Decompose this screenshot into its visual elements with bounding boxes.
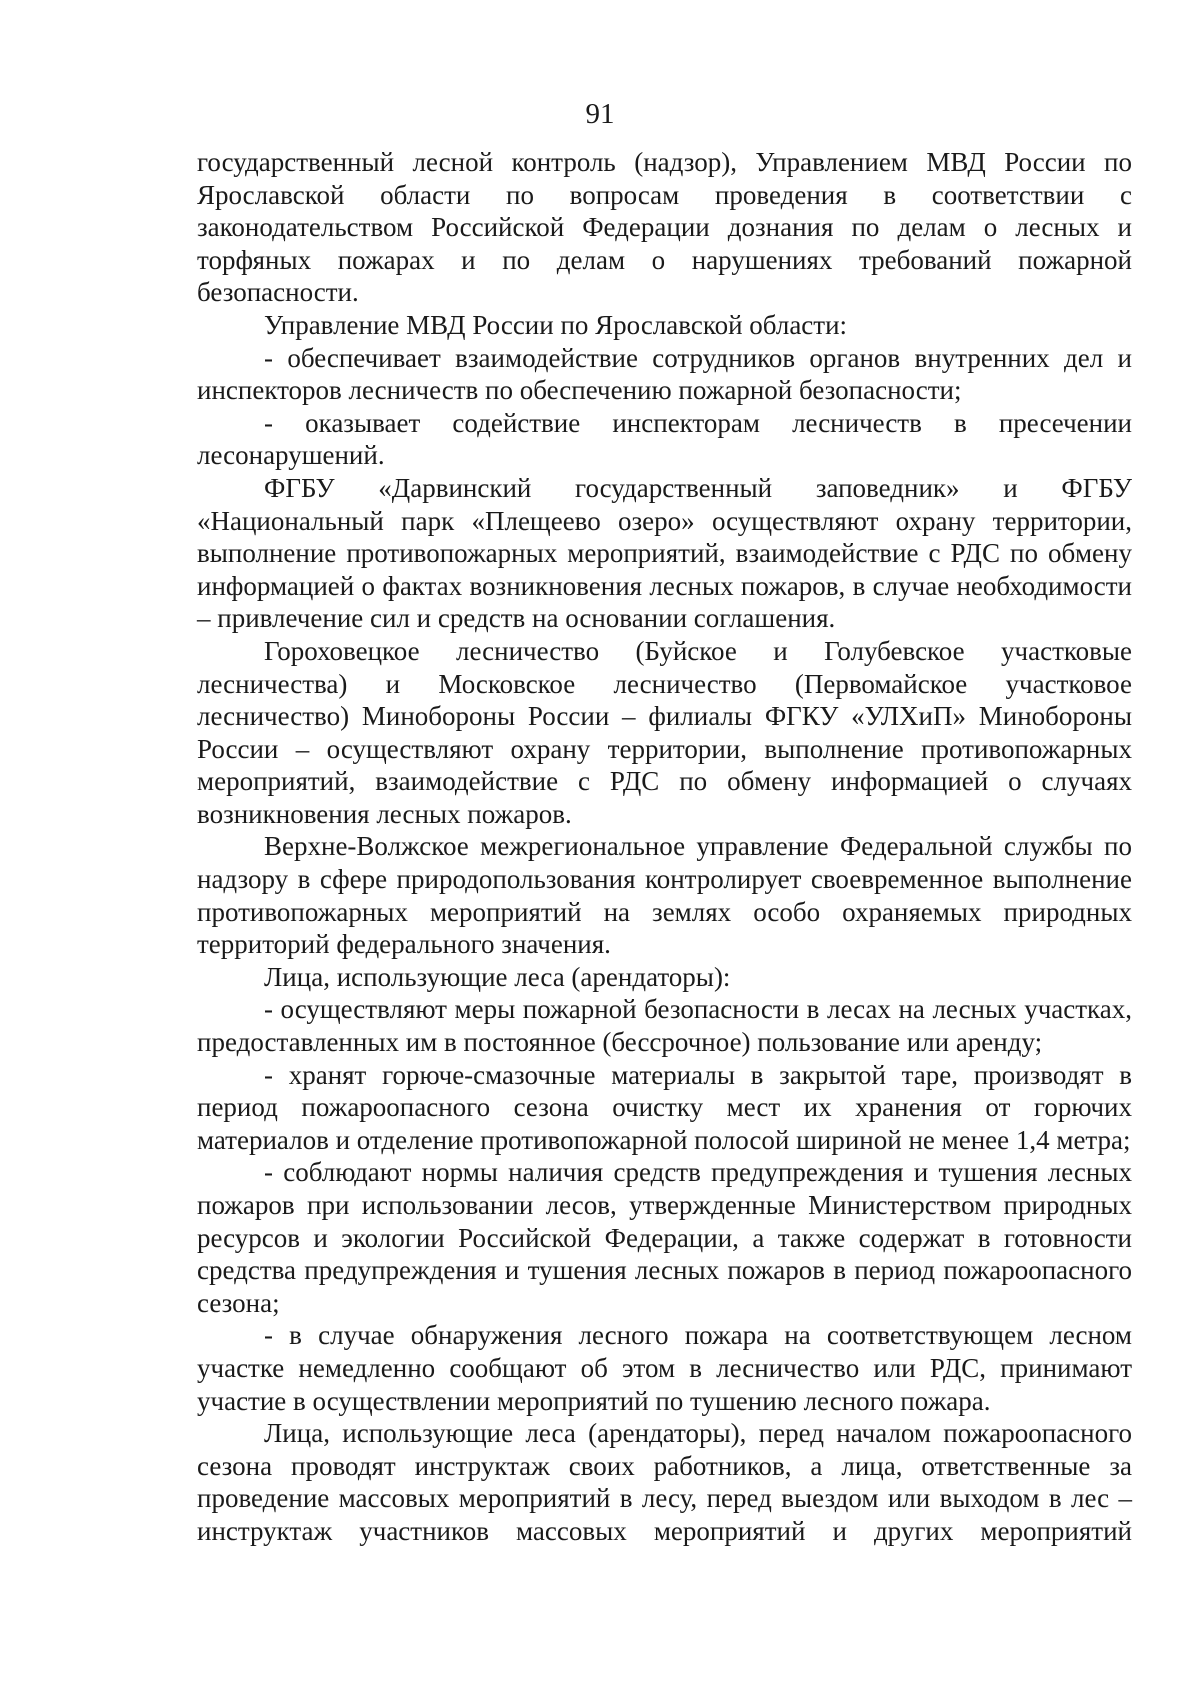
paragraph: ФГБУ «Дарвинский государственный заповедник» и ФГБУ «Национальный парк «Плещеево озеро» осуществляют охрану территории, выполнение противопожарных мероприятий, взаимодействие с РДС по обмену информацией о фактах возникновения лесных пожаров, в случае необходимости – привлечение сил и средств на основании соглашения.: [197, 472, 1132, 634]
paragraph: Управление МВД России по Ярославской области:: [264, 309, 848, 340]
body-text: [197, 146, 1132, 1548]
paragraph: Гороховецкое лесничество (Буйское и Голубевское участковые лесничества) и Московское лесничество (Первомайское участковое лесничество) Минобороны России – филиалы ФГКУ «УЛХиП» Минобороны России – осуществляют охрану территории, выполнение противопожарных мероприятий, взаимодействие с РДС по обмену информацией о случаях возникновения лесных пожаров.: [197, 635, 1132, 829]
list-item: - соблюдают нормы наличия средств предупреждения и тушения лесных пожаров при использовании лесов, утвержденные Министерством природных ресурсов и экологии Российской Федерации, а также содержат в готовности средства предупреждения и тушения лесных пожаров в период пожароопасного сезона;: [197, 1157, 1132, 1318]
list-item: - обеспечивает взаимодействие сотрудников органов внутренних дел и инспекторов лесничеств по обеспечению пожарной безопасности;: [197, 342, 1132, 406]
list-item: - осуществляют меры пожарной безопасности в лесах на лесных участках, предоставленных им в постоянное (бессрочное) пользование или аренду;: [197, 994, 1132, 1058]
paragraph: Верхне-Волжское межрегиональное управление Федеральной службы по надзору в сфере природопользования контролирует своевременное выполнение противопожарных мероприятий на землях особо охраняемых природных территорий федерального значения.: [197, 831, 1132, 960]
paragraph: Лица, использующие леса (арендаторы), перед началом пожароопасного сезона проводят инструктаж своих работников, а лица, ответственные за проведение массовых мероприятий в лесу, перед выездом или выходом в лес – инструктаж участников массовых мероприятий и других мероприятий: [197, 1418, 1132, 1546]
page-number: 91: [585, 98, 615, 130]
paragraph: государственный лесной контроль (надзор), Управлением МВД России по Ярославской области по вопросам проведения в соответствии с законодательством Российской Федерации дознания по делам о лесных и торфяных пожарах и по делам о нарушениях требований пожарной безопасности.: [197, 147, 1132, 308]
list-item: - в случае обнаружения лесного пожара на соответствующем лесном участке немедленно сообщают об этом в лесничество или РДС, принимают участие в осуществлении мероприятий по тушению лесного пожара.: [197, 1320, 1132, 1416]
list-item: - оказывает содействие инспекторам лесничеств в пресечении лесонарушений.: [197, 407, 1132, 471]
list-item: - хранят горюче-смазочные материалы в закрытой таре, производят в период пожароопасного сезона очистку мест их хранения от горючих материалов и отделение противопожарной полосой шириной не менее 1,4 метра;: [197, 1059, 1132, 1155]
paragraph: Лица, использующие леса (арендаторы):: [264, 961, 731, 992]
